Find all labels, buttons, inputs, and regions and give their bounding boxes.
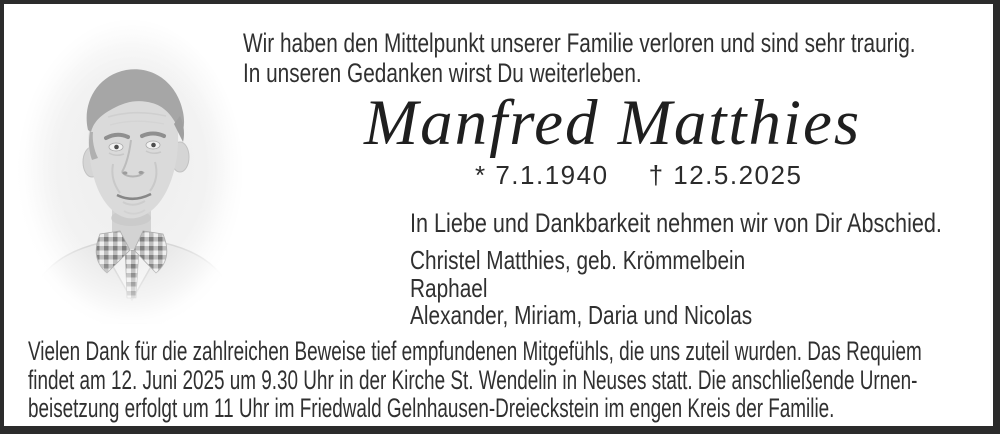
mourners-list bbox=[410, 247, 838, 330]
intro-line-1: Wir haben den Mittelpunkt unserer Familie verloren und sind sehr traurig. bbox=[243, 28, 916, 58]
birth-date: * 7.1.1940 bbox=[475, 160, 609, 190]
farewell-line bbox=[410, 208, 1000, 238]
life-dates bbox=[475, 161, 802, 189]
mourner-wife: Christel Matthies, geb. Krömmelbein bbox=[410, 245, 746, 275]
thanks-paragraph bbox=[28, 337, 1000, 423]
intro-text bbox=[243, 28, 1000, 88]
portrait-photo bbox=[14, 12, 250, 324]
mourner-son: Raphael bbox=[410, 272, 488, 303]
thanks-line-2: findet am 12. Juni 2025 um 9.30 Uhr in der Kirche St. Wendelin in Neuses statt. Die anschließende Urnen- bbox=[28, 364, 918, 395]
portrait-illustration bbox=[14, 12, 250, 324]
intro-line-2: In unseren Gedanken wirst Du weiterleben. bbox=[243, 58, 642, 88]
mourner-grandchildren: Alexander, Miriam, Daria und Nicolas bbox=[410, 300, 753, 330]
death-date: † 12.5.2025 bbox=[648, 160, 803, 190]
farewell-text: In Liebe und Dankbarkeit nehmen wir von Dir Abschied. bbox=[410, 208, 942, 238]
photo-vignette-fade bbox=[14, 12, 250, 324]
thanks-line-3: beisetzung erfolgt um 11 Uhr im Friedwald Gelnhausen-Dreieckstein im engen Kreis der Familie. bbox=[28, 393, 835, 423]
thanks-line-1: Vielen Dank für die zahlreichen Beweise tief empfundenen Mitgefühls, die uns zuteil wurden. Das Requiem bbox=[28, 336, 922, 366]
deceased-name: Manfred Matthies bbox=[364, 87, 862, 159]
